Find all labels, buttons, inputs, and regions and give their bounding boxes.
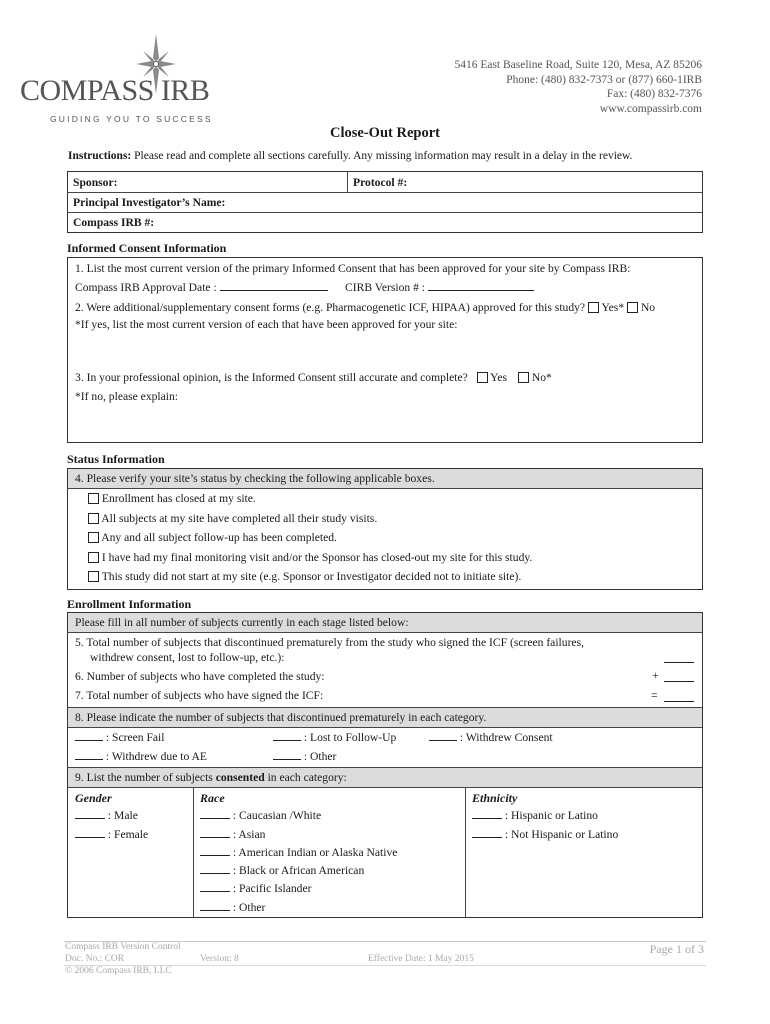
page-number: Page 1 of 3 (649, 942, 704, 956)
status-item (88, 551, 532, 564)
website-link[interactable]: www.compassirb.com (599, 102, 702, 115)
q7-operator: = (651, 689, 658, 702)
q7-input[interactable] (664, 690, 694, 702)
sponsor-field[interactable]: Sponsor: (73, 176, 118, 189)
address: 5416 East Baseline Road, Suite 120, Mesa, AZ 85206 (454, 59, 702, 71)
race-item (200, 809, 321, 822)
cirb-version-row (345, 281, 534, 294)
approval-date-row (75, 281, 328, 294)
status-checkbox-visits-completed[interactable] (88, 513, 99, 524)
protocol-field[interactable]: Protocol #: (353, 176, 408, 189)
pi-name-field[interactable]: Principal Investigator’s Name: (73, 196, 226, 209)
q9-suffix: in each category: (264, 771, 347, 784)
cirb-version-input[interactable] (428, 290, 534, 291)
gender-item (75, 809, 138, 822)
q3-row (75, 371, 552, 384)
footer-copyright: © 2006 Compass IRB, LLC (65, 966, 172, 976)
q6-input[interactable] (664, 670, 694, 682)
gender-item (75, 828, 148, 841)
q8-lost (273, 731, 396, 744)
instructions-label: Instructions: (68, 150, 132, 162)
q6-text: 6. Number of subjects who have completed the study: (75, 670, 325, 683)
race-item (200, 864, 364, 877)
q2-yes-checkbox[interactable] (588, 302, 599, 313)
q2-yes-label: Yes* (601, 301, 625, 314)
status-item-label: Enrollment has closed at my site. (101, 492, 256, 505)
q3-answer-area[interactable] (75, 406, 695, 438)
q3-no-label: No* (531, 371, 552, 384)
enrollment-heading: Enrollment Information (67, 597, 192, 611)
gender-female-input[interactable] (75, 837, 105, 838)
race-label: : Pacific Islander (232, 882, 312, 895)
race-asian-input[interactable] (200, 837, 230, 838)
race-item (200, 846, 397, 859)
race-other-input[interactable] (200, 910, 230, 911)
q9-bold: consented (215, 771, 265, 784)
q8-text: 8. Please indicate the number of subjects that discontinued prematurely in each category. (75, 711, 487, 724)
ethnicity-hispanic-input[interactable] (472, 818, 502, 819)
q5-line2: withdrew consent, lost to follow-up, etc.): (90, 651, 285, 664)
tagline: GUIDING YOU TO SUCCESS (50, 114, 213, 124)
gender-label: : Female (107, 828, 149, 841)
q8-lost-input[interactable] (273, 740, 301, 741)
race-label: : Other (232, 901, 266, 914)
status-item-label: All subjects at my site have completed all their study visits. (101, 512, 378, 525)
q2-answer-area[interactable] (75, 334, 695, 368)
race-label: : Black or African American (232, 864, 365, 877)
race-label: : American Indian or Alaska Native (232, 846, 398, 859)
compass-logo (20, 34, 220, 124)
status-heading: Status Information (67, 452, 165, 466)
q1-text: 1. List the most current version of the primary Informed Consent that has been approved for your site by Compass IRB: (75, 262, 631, 275)
q2-text: 2. Were additional/supplementary consent forms (e.g. Pharmacogenetic ICF, HIPAA) approved for this study? (75, 301, 586, 314)
q2-no-label: No (640, 301, 656, 314)
race-american-indian-input[interactable] (200, 855, 230, 856)
race-label: : Asian (232, 828, 266, 841)
q3-yes-label: Yes (490, 371, 508, 384)
status-item (88, 570, 521, 583)
q8-ae-label: : Withdrew due to AE (105, 750, 207, 763)
q8-lost-label: : Lost to Follow-Up (303, 731, 397, 744)
q8-withdrew-input[interactable] (429, 740, 457, 741)
q7-text: 7. Total number of subjects who have signed the ICF: (75, 689, 324, 702)
cirb-version-label: CIRB Version # : (345, 281, 425, 294)
contact-block (454, 58, 702, 116)
gender-label: : Male (107, 809, 138, 822)
race-pacific-input[interactable] (200, 891, 230, 892)
q2-row (75, 301, 655, 314)
status-item (88, 531, 337, 544)
ethnicity-not-hispanic-input[interactable] (472, 837, 502, 838)
ethnicity-label: : Not Hispanic or Latino (504, 828, 619, 841)
q8-withdrew (429, 731, 553, 744)
fax: Fax: (480) 832-7376 (606, 88, 702, 100)
q8-ae (75, 750, 207, 763)
footer-version-control: Compass IRB Version Control (65, 942, 181, 952)
status-item-label: I have had my final monitoring visit and/or the Sponsor has closed-out my site for this study. (101, 551, 533, 564)
q6-operator: + (652, 669, 659, 682)
status-item-label: This study did not start at my site (e.g. Sponsor or Investigator decided not to initiate site). (101, 570, 522, 583)
brand-name: COMPASS IRB (20, 74, 210, 107)
q9-prefix: 9. List the number of subjects (75, 771, 216, 784)
q2-no-checkbox[interactable] (627, 302, 638, 313)
q9-text (75, 771, 347, 784)
q8-other-input[interactable] (273, 759, 301, 760)
q8-screen-fail-input[interactable] (75, 740, 103, 741)
q4-text: 4. Please verify your site’s status by checking the following applicable boxes. (75, 472, 435, 485)
q8-withdrew-label: : Withdrew Consent (459, 731, 553, 744)
race-caucasian-input[interactable] (200, 818, 230, 819)
gender-heading: Gender (75, 791, 112, 805)
ethnicity-item (472, 809, 598, 822)
race-item (200, 882, 311, 895)
footer-version: Version: 8 (200, 954, 239, 964)
q8-other-label: : Other (303, 750, 337, 763)
phone: Phone: (480) 832-7373 or (877) 660-1IRB (506, 73, 702, 86)
race-item (200, 901, 265, 914)
q8-other (273, 750, 336, 763)
ethnicity-heading: Ethnicity (472, 791, 518, 805)
q2-note: *If yes, list the most current version of each that have been approved for your site: (75, 318, 458, 331)
q8-screen-fail (75, 731, 165, 744)
race-black-input[interactable] (200, 873, 230, 874)
q3-text: 3. In your professional opinion, is the Informed Consent still accurate and complete? (75, 371, 468, 384)
race-item (200, 828, 265, 841)
q8-screen-fail-label: : Screen Fail (105, 731, 165, 744)
instructions-text: Please read and complete all sections carefully. Any missing information may result in a delay in the review. (131, 150, 633, 162)
page-title: Close-Out Report (330, 125, 440, 141)
q3-no-checkbox[interactable] (518, 372, 529, 383)
status-checkbox-did-not-start[interactable] (88, 571, 99, 582)
footer-effective-date: Effective Date: 1 May 2015 (368, 954, 474, 964)
status-checkbox-final-monitoring[interactable] (88, 552, 99, 563)
status-checkbox-enrollment-closed[interactable] (88, 493, 99, 504)
status-item (88, 512, 377, 525)
q8-ae-input[interactable] (75, 759, 103, 760)
q5-input[interactable] (664, 651, 694, 663)
approval-date-input[interactable] (220, 290, 328, 291)
ethnicity-item (472, 828, 618, 841)
q3-note: *If no, please explain: (75, 390, 179, 403)
status-item-label: Any and all subject follow-up has been completed. (101, 531, 337, 544)
approval-date-label: Compass IRB Approval Date : (75, 281, 217, 294)
q5-line1: 5. Total number of subjects that discontinued prematurely from the study who signed the ICF (screen failures, (75, 636, 584, 649)
consent-heading: Informed Consent Information (67, 241, 227, 255)
status-item (88, 492, 256, 505)
compass-number-field[interactable]: Compass IRB #: (73, 216, 155, 229)
gender-male-input[interactable] (75, 818, 105, 819)
instructions (68, 150, 632, 162)
enrollment-intro: Please fill in all number of subjects currently in each stage listed below: (75, 616, 409, 629)
ethnicity-label: : Hispanic or Latino (504, 809, 598, 822)
race-label: : Caucasian /White (232, 809, 322, 822)
q3-yes-checkbox[interactable] (477, 372, 488, 383)
status-checkbox-followup-completed[interactable] (88, 532, 99, 543)
race-heading: Race (200, 791, 225, 805)
footer-doc-no: Doc. No.: COR (65, 954, 125, 964)
